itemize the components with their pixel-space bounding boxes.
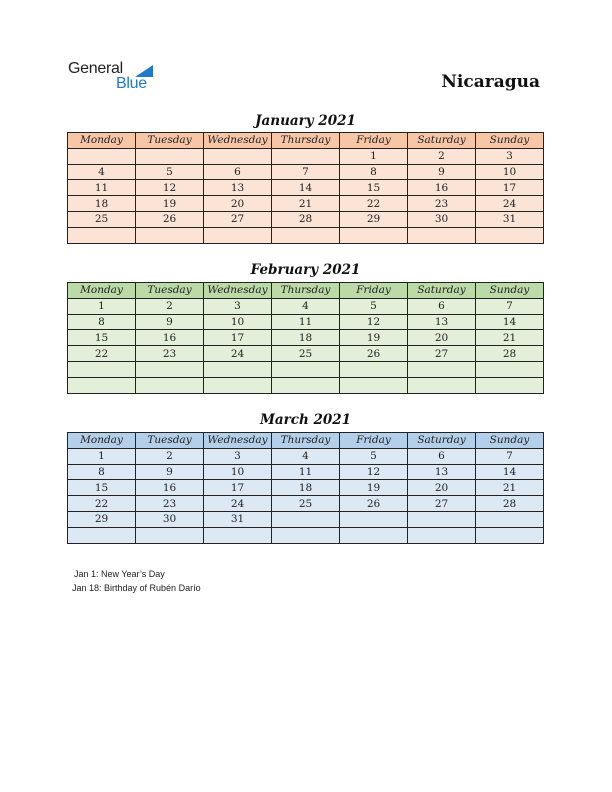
day-cell: 10 [204,464,272,480]
day-cell: 16 [136,330,204,346]
week-row [68,527,544,543]
day-cell: 6 [408,448,476,464]
day-cell: 5 [136,164,204,180]
day-cell: 31 [204,511,272,527]
day-cell: 3 [204,448,272,464]
weekday-header-thursday: Thursday [272,433,340,449]
day-cell: 15 [340,180,408,196]
day-cell: 6 [204,164,272,180]
weekday-header-tuesday: Tuesday [136,283,204,299]
day-cell: 8 [68,314,136,330]
logo-word-blue: Blue [116,75,147,92]
day-cell: 13 [408,314,476,330]
week-row [68,377,544,393]
empty-day-cell [68,361,136,377]
day-cell: 17 [204,330,272,346]
week-row [68,346,544,362]
empty-day-cell [340,527,408,543]
day-cell: 17 [204,480,272,496]
day-cell: 12 [136,180,204,196]
week-row [68,448,544,464]
day-cell: 6 [408,298,476,314]
day-cell: 23 [136,346,204,362]
empty-day-cell [204,227,272,243]
day-cell: 17 [476,180,544,196]
week-row [68,148,544,164]
day-cell: 2 [136,448,204,464]
empty-day-cell [408,511,476,527]
country-title: Nicaragua [441,72,540,92]
day-cell: 29 [68,511,136,527]
day-cell: 14 [272,180,340,196]
weekday-header-row [68,133,544,149]
day-cell: 11 [68,180,136,196]
day-cell: 25 [68,211,136,227]
day-cell: 20 [408,330,476,346]
empty-day-cell [476,511,544,527]
holiday-note: Jan 1: New Year’s Day [74,569,165,579]
day-cell: 19 [136,196,204,212]
weekday-header-tuesday: Tuesday [136,133,204,149]
day-cell: 2 [136,298,204,314]
holiday-day-cell: 18 [68,196,136,212]
day-cell: 21 [476,480,544,496]
empty-day-cell [272,361,340,377]
day-cell: 28 [476,346,544,362]
day-cell: 19 [340,480,408,496]
empty-day-cell [68,377,136,393]
weekday-header-monday: Monday [68,433,136,449]
day-cell: 26 [340,346,408,362]
calendar-march [67,432,544,544]
empty-day-cell [340,511,408,527]
day-cell: 26 [340,496,408,512]
empty-day-cell [272,511,340,527]
empty-day-cell [476,527,544,543]
day-cell: 26 [136,211,204,227]
day-cell: 23 [136,496,204,512]
day-cell: 4 [272,298,340,314]
weekday-header-saturday: Saturday [408,133,476,149]
day-cell: 23 [408,196,476,212]
empty-day-cell [476,227,544,243]
empty-day-cell [136,527,204,543]
holiday-notes [74,567,201,595]
empty-day-cell [136,227,204,243]
weekday-header-friday: Friday [340,433,408,449]
day-cell: 7 [476,298,544,314]
day-cell: 25 [272,346,340,362]
empty-day-cell [136,377,204,393]
weekday-header-wednesday: Wednesday [204,433,272,449]
day-cell: 4 [68,164,136,180]
weekday-header-friday: Friday [340,283,408,299]
day-cell: 24 [204,346,272,362]
weekday-header-friday: Friday [340,133,408,149]
day-cell: 27 [408,496,476,512]
day-cell: 2 [408,148,476,164]
weekday-header-monday: Monday [68,283,136,299]
day-cell: 13 [204,180,272,196]
day-cell: 18 [272,330,340,346]
empty-day-cell [408,527,476,543]
day-cell: 18 [272,480,340,496]
day-cell: 4 [272,448,340,464]
empty-day-cell [204,361,272,377]
empty-day-cell [272,227,340,243]
empty-day-cell [340,227,408,243]
weekday-header-sunday: Sunday [476,433,544,449]
empty-day-cell [272,527,340,543]
day-cell: 5 [340,298,408,314]
day-cell: 9 [408,164,476,180]
day-cell: 5 [340,448,408,464]
day-cell: 13 [408,464,476,480]
day-cell: 30 [408,211,476,227]
day-cell: 24 [204,496,272,512]
weekday-header-wednesday: Wednesday [204,283,272,299]
day-cell: 12 [340,464,408,480]
week-row [68,180,544,196]
weekday-header-row [68,283,544,299]
week-row [68,211,544,227]
day-cell: 30 [136,511,204,527]
day-cell: 22 [68,346,136,362]
day-cell: 15 [68,480,136,496]
day-cell: 3 [204,298,272,314]
weekday-header-wednesday: Wednesday [204,133,272,149]
holiday-note: Jan 18: Birthday of Rubén Darío [72,583,201,593]
day-cell: 27 [408,346,476,362]
day-cell: 16 [408,180,476,196]
empty-day-cell [204,527,272,543]
empty-day-cell [340,361,408,377]
day-cell: 12 [340,314,408,330]
empty-day-cell [68,148,136,164]
empty-day-cell [272,148,340,164]
empty-day-cell [136,148,204,164]
day-cell: 19 [340,330,408,346]
day-cell: 10 [476,164,544,180]
empty-day-cell [68,227,136,243]
day-cell: 16 [136,480,204,496]
empty-day-cell [408,361,476,377]
empty-day-cell [408,377,476,393]
day-cell: 7 [476,448,544,464]
empty-day-cell [340,377,408,393]
month-title-february: February 2021 [250,262,361,278]
day-cell: 11 [272,314,340,330]
weekday-header-sunday: Sunday [476,283,544,299]
week-row [68,464,544,480]
day-cell: 20 [408,480,476,496]
calendar-february [67,282,544,394]
empty-day-cell [68,527,136,543]
day-cell: 8 [68,464,136,480]
week-row [68,361,544,377]
weekday-header-row [68,433,544,449]
holiday-day-cell: 1 [340,148,408,164]
day-cell: 25 [272,496,340,512]
day-cell: 22 [340,196,408,212]
logo-word-general: General [68,60,123,77]
day-cell: 11 [272,464,340,480]
empty-day-cell [476,361,544,377]
day-cell: 28 [272,211,340,227]
weekday-header-saturday: Saturday [408,283,476,299]
day-cell: 21 [272,196,340,212]
week-row [68,298,544,314]
week-row [68,480,544,496]
week-row [68,164,544,180]
weekday-header-tuesday: Tuesday [136,433,204,449]
day-cell: 24 [476,196,544,212]
day-cell: 20 [204,196,272,212]
day-cell: 29 [340,211,408,227]
month-title-march: March 2021 [259,412,352,428]
weekday-header-monday: Monday [68,133,136,149]
week-row [68,511,544,527]
weekday-header-thursday: Thursday [272,133,340,149]
day-cell: 9 [136,464,204,480]
day-cell: 14 [476,314,544,330]
day-cell: 14 [476,464,544,480]
day-cell: 9 [136,314,204,330]
week-row [68,314,544,330]
day-cell: 15 [68,330,136,346]
day-cell: 1 [68,448,136,464]
day-cell: 1 [68,298,136,314]
empty-day-cell [408,227,476,243]
empty-day-cell [204,377,272,393]
day-cell: 7 [272,164,340,180]
month-title-january: January 2021 [255,113,356,129]
day-cell: 8 [340,164,408,180]
empty-day-cell [476,377,544,393]
week-row [68,196,544,212]
week-row [68,227,544,243]
calendar-january [67,132,544,244]
day-cell: 27 [204,211,272,227]
day-cell: 3 [476,148,544,164]
day-cell: 31 [476,211,544,227]
generalblue-logo [68,60,158,96]
weekday-header-sunday: Sunday [476,133,544,149]
week-row [68,330,544,346]
logo-triangle-icon [135,65,153,77]
empty-day-cell [272,377,340,393]
empty-day-cell [204,148,272,164]
day-cell: 22 [68,496,136,512]
day-cell: 21 [476,330,544,346]
week-row [68,496,544,512]
day-cell: 10 [204,314,272,330]
weekday-header-saturday: Saturday [408,433,476,449]
empty-day-cell [136,361,204,377]
weekday-header-thursday: Thursday [272,283,340,299]
day-cell: 28 [476,496,544,512]
